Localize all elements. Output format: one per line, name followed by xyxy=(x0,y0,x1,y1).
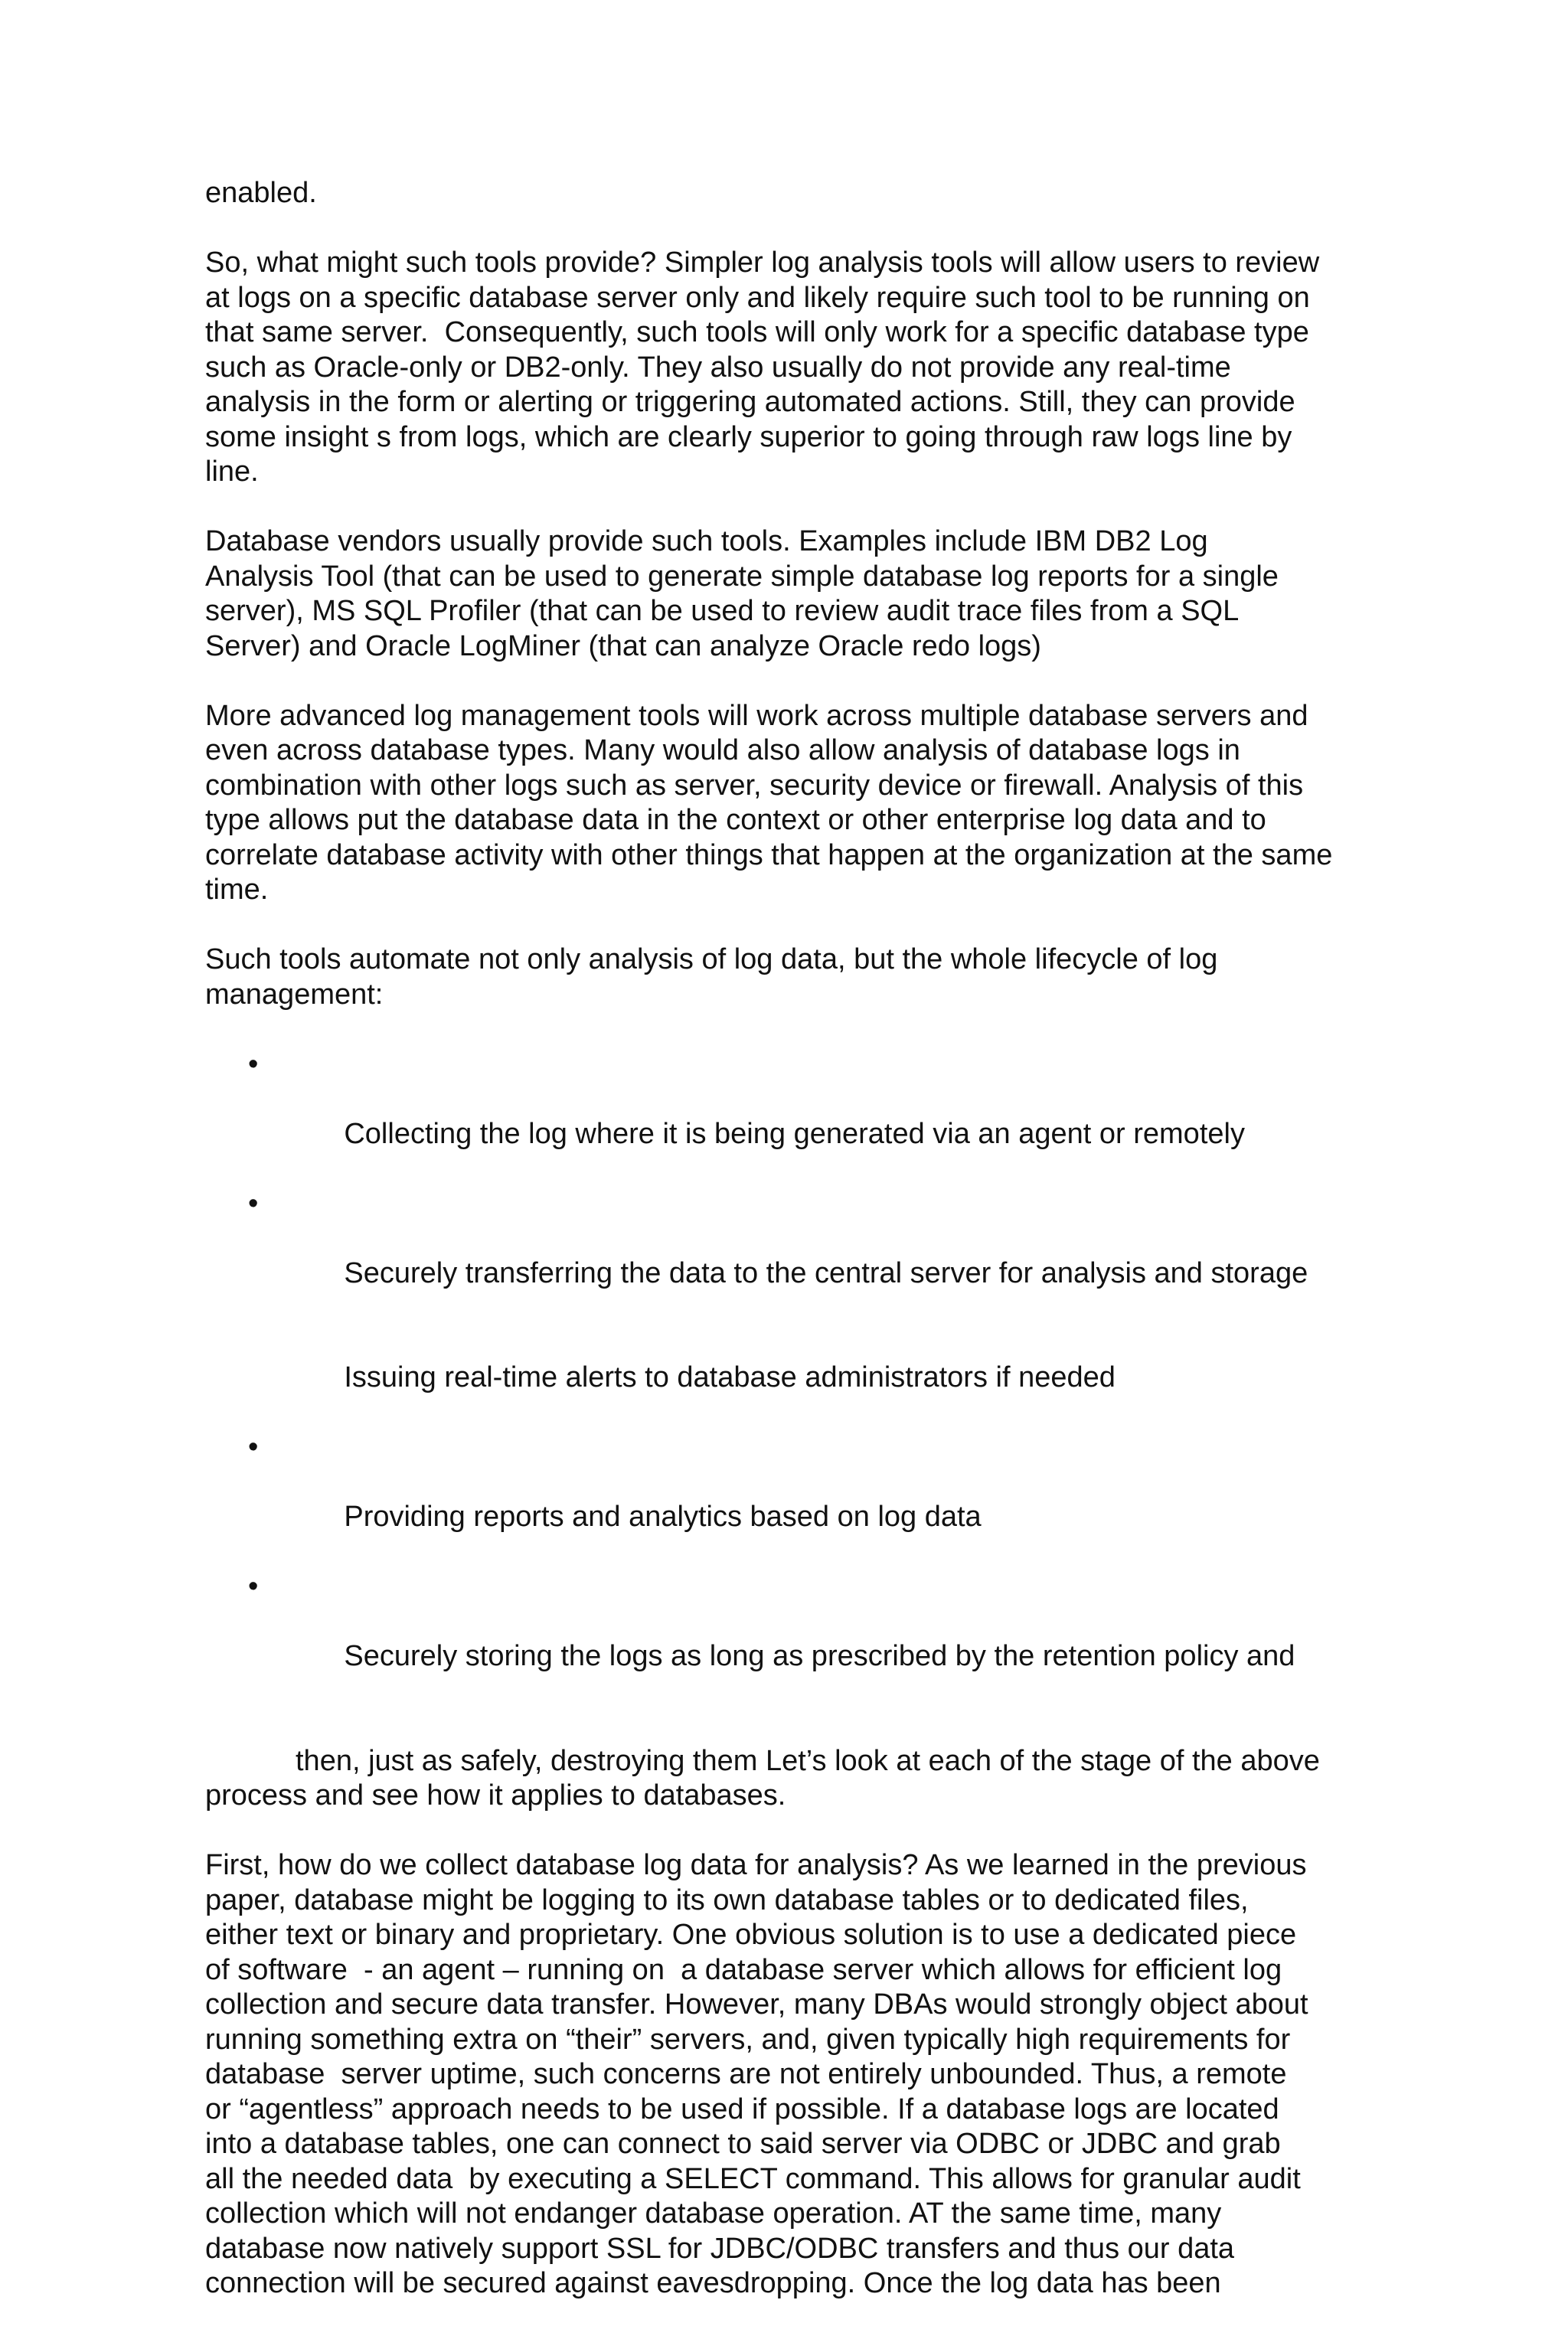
text-line: even across database types. Many would also allow analysis of database logs in xyxy=(205,734,1240,766)
text-line: connection will be secured against eavesdropping. Once the log data has been xyxy=(205,2267,1221,2299)
text-line: of software - an agent – running on a database server which allows for efficient log xyxy=(205,1953,1282,1986)
text-line: database now natively support SSL for JDBC/ODBC transfers and thus our data xyxy=(205,2232,1235,2265)
list-item xyxy=(205,1570,1400,1709)
text-line: such as Oracle-only or DB2-only. They also usually do not provide any real-time xyxy=(205,351,1231,384)
text-line: type allows put the database data in the context or other enterprise log data and to xyxy=(205,804,1266,836)
text-line: paper, database might be logging to its own database tables or to dedicated files, xyxy=(205,1884,1249,1916)
text-line: database server uptime, such concerns are not entirely unbounded. Thus, a remote xyxy=(205,2058,1287,2090)
list-item-text: Securely transferring the data to the central server for analysis and storage xyxy=(344,1256,1308,1289)
bullet-marker: • xyxy=(248,1047,259,1080)
text-line: at logs on a specific database server only and likely require such tool to be running on xyxy=(205,281,1310,314)
text-line: combination with other logs such as server, security device or firewall. Analysis of this xyxy=(205,769,1304,802)
text-line: all the needed data by executing a SELECT command. This allows for granular audit xyxy=(205,2162,1301,2195)
text-line: either text or binary and proprietary. One obvious solution is to use a dedicated piece xyxy=(205,1919,1297,1951)
text-line: analysis in the form or alerting or triggering automated actions. Still, they can provide xyxy=(205,386,1295,418)
text-line: Such tools automate not only analysis of log data, but the whole lifecycle of log xyxy=(205,943,1218,975)
paragraph-enabled xyxy=(205,176,1400,211)
list-item-text: Collecting the log where it is being generated via an agent or remotely xyxy=(344,1117,1245,1150)
paragraph-log-collection xyxy=(205,1848,1400,2302)
list-item-text: Securely storing the logs as long as prescribed by the retention policy and xyxy=(344,1640,1295,1672)
text-line: then, just as safely, destroying them Let’s look at each of the stage of the above xyxy=(296,1744,1320,1777)
paragraph-tools-provide xyxy=(205,246,1400,490)
lifecycle-bullet-list xyxy=(205,1047,1400,1710)
text-line: line. xyxy=(205,456,259,488)
text-line: that same server. Consequently, such tools will only work for a specific database type xyxy=(205,316,1309,348)
document-page xyxy=(205,176,1400,2336)
paragraph-lifecycle-intro xyxy=(205,943,1400,1012)
text-line: correlate database activity with other things that happen at the organization at the same xyxy=(205,838,1333,871)
text-line: server), MS SQL Profiler (that can be used to review audit trace files from a SQL xyxy=(205,595,1240,627)
list-item-text: Issuing real-time alerts to database administrators if needed xyxy=(344,1361,1116,1393)
text-line: process and see how it applies to databases. xyxy=(205,1779,786,1812)
text-line: some insight s from logs, which are clearly superior to going through raw logs line by xyxy=(205,420,1292,453)
paragraph-advanced-tools xyxy=(205,699,1400,908)
paragraph-continuation xyxy=(205,1744,1400,1814)
text-line: collection which will not endanger database operation. AT the same time, many xyxy=(205,2197,1222,2230)
text-line: enabled. xyxy=(205,177,317,209)
text-line: or “agentless” approach needs to be used if possible. If a database logs are located xyxy=(205,2093,1279,2125)
list-item xyxy=(205,1047,1400,1187)
text-line: management: xyxy=(205,978,384,1011)
list-item xyxy=(205,1326,1400,1431)
text-line: Database vendors usually provide such tools. Examples include IBM DB2 Log xyxy=(205,525,1208,557)
text-line: Server) and Oracle LogMiner (that can analyze Oracle redo logs) xyxy=(205,629,1041,662)
text-line: collection and secure data transfer. However, many DBAs would strongly object about xyxy=(205,1988,1308,2021)
text-line: time. xyxy=(205,874,269,906)
list-item xyxy=(205,1187,1400,1326)
text-line: into a database tables, one can connect to said server via ODBC or JDBC and grab xyxy=(205,2128,1281,2160)
bullet-marker: • xyxy=(248,1431,259,1463)
text-line: running something extra on “their” servers, and, given typically high requirements for xyxy=(205,2023,1291,2056)
bullet-marker: • xyxy=(248,1187,259,1220)
text-line: First, how do we collect database log data for analysis? As we learned in the previous xyxy=(205,1849,1307,1881)
text-line: More advanced log management tools will work across multiple database servers and xyxy=(205,699,1308,732)
list-item xyxy=(205,1430,1400,1570)
paragraph-database-vendors xyxy=(205,524,1400,664)
bullet-marker: • xyxy=(248,1570,259,1603)
text-line: So, what might such tools provide? Simpler log analysis tools will allow users to review xyxy=(205,247,1320,279)
text-line: Analysis Tool (that can be used to generate simple database log reports for a single xyxy=(205,560,1279,593)
list-item-text: Providing reports and analytics based on log data xyxy=(344,1501,982,1533)
